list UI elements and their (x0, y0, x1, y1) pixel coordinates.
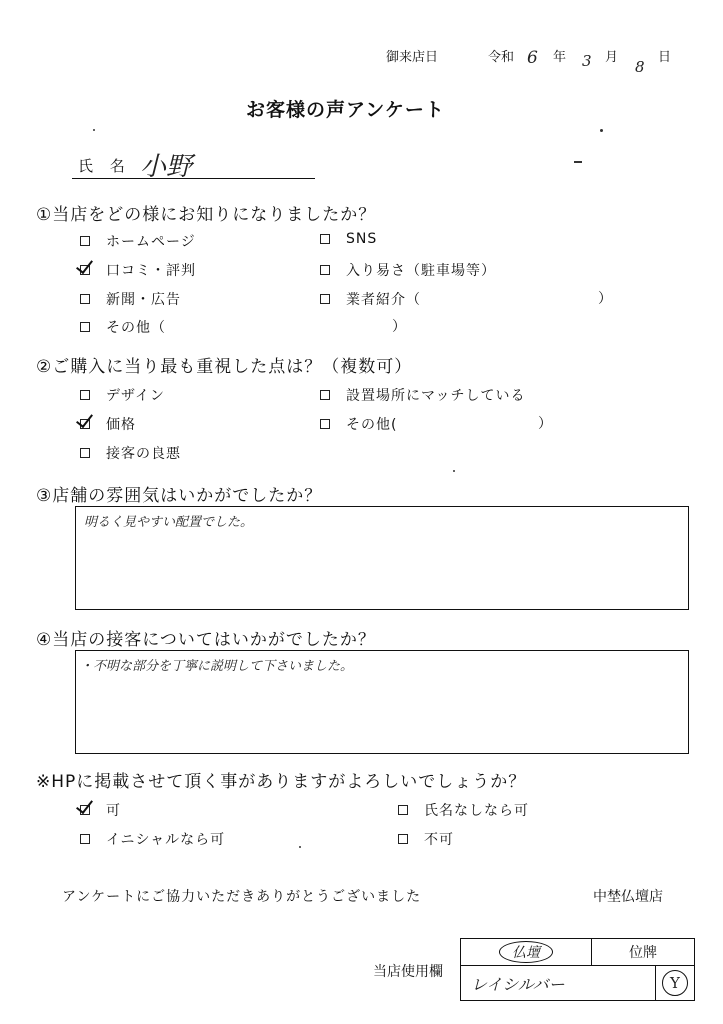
q2-option-price[interactable]: 価格 (80, 414, 136, 434)
q1-option-easy-entry[interactable]: 入り易さ（駐車場等） (320, 260, 496, 280)
name-value: 小野 (140, 152, 193, 182)
checkbox[interactable] (320, 390, 330, 400)
checkbox-checked[interactable] (80, 419, 90, 429)
scan-speck (574, 161, 582, 163)
q4-answer-box[interactable] (75, 650, 689, 754)
visit-date-label: 御来店日 (386, 50, 439, 65)
q1-other-close: ） (392, 319, 406, 335)
visit-date-year: 6 (527, 48, 538, 68)
visit-date-month-unit: 月 (605, 50, 619, 65)
checkbox[interactable] (80, 448, 90, 458)
visit-date-era: 令和 (488, 50, 515, 65)
hp-option-no[interactable]: 不可 (398, 829, 454, 849)
usage-mark: Y (662, 970, 688, 996)
usage-cell-category-2 (592, 939, 695, 966)
hp-option-initials[interactable]: イニシャルなら可 (80, 829, 225, 849)
q4-title: ④当店の接客についてはいかがでしたか？ (36, 630, 376, 650)
q2-title: ②ご購入に当り最も重視した点は？（複数可） (36, 357, 413, 377)
visit-date-month: 3 (582, 52, 592, 70)
checkbox[interactable] (80, 834, 90, 844)
scan-speck (299, 846, 301, 848)
checkbox[interactable] (320, 234, 330, 244)
q1-option-referral[interactable]: 業者紹介（ (320, 289, 421, 309)
store-name: 中埜仏壇店 (593, 889, 663, 905)
usage-category-1: 仏壇 (499, 941, 553, 963)
q1-option-newspaper[interactable]: 新聞・広告 (80, 289, 181, 309)
q2-option-location-match[interactable]: 設置場所にマッチしている (320, 385, 525, 405)
q2-other-close: ） (538, 416, 552, 432)
q2-option-service[interactable]: 接客の良悪 (80, 443, 181, 463)
checkbox[interactable] (398, 834, 408, 844)
checkbox[interactable] (80, 322, 90, 332)
checkbox[interactable] (398, 805, 408, 815)
usage-product: レイシルバー (471, 974, 565, 994)
thanks-text: アンケートにご協力いただきありがとうございました (62, 889, 422, 905)
q1-option-sns[interactable]: SNS (320, 231, 377, 247)
scan-speck (600, 129, 603, 132)
checkbox[interactable] (320, 419, 330, 429)
usage-label: 当店使用欄 (373, 964, 443, 980)
visit-date-day: 8 (635, 58, 645, 76)
hp-option-ok[interactable]: 可 (80, 800, 121, 820)
q2-option-design[interactable]: デザイン (80, 385, 165, 405)
checkbox[interactable] (80, 390, 90, 400)
q1-option-homepage[interactable]: ホームページ (80, 231, 196, 251)
checkbox-checked[interactable] (80, 805, 90, 815)
name-underline (72, 178, 315, 179)
q1-referral-close: ） (598, 291, 612, 307)
checkbox[interactable] (320, 265, 330, 275)
checkbox[interactable] (80, 236, 90, 246)
usage-cell-category-1 (461, 939, 592, 966)
checkbox-checked[interactable] (80, 265, 90, 275)
q1-option-other[interactable]: その他（ (80, 317, 166, 337)
usage-cell-product (461, 966, 656, 1001)
page-title: お客様の声アンケート (246, 99, 445, 121)
hp-option-no-name[interactable]: 氏名なしなら可 (398, 800, 529, 820)
checkbox[interactable] (320, 294, 330, 304)
checkbox[interactable] (80, 294, 90, 304)
usage-category-2: 位牌 (629, 945, 657, 961)
visit-date-day-unit: 日 (658, 50, 672, 65)
q1-title: ①当店をどの様にお知りになりましたか？ (36, 205, 377, 225)
hp-title: ※HPに掲載させて頂く事がありますがよろしいでしょうか？ (36, 772, 527, 792)
usage-cell-mark (656, 966, 695, 1001)
q3-title: ③店舗の雰囲気はいかがでしたか？ (36, 486, 323, 506)
usage-table (460, 938, 695, 1001)
q3-answer-box[interactable] (75, 506, 689, 610)
visit-date-year-unit: 年 (553, 50, 567, 65)
scan-speck (93, 129, 95, 131)
name-label: 氏 名 (78, 157, 131, 175)
q2-option-other[interactable]: その他( (320, 414, 397, 434)
q4-answer-text: ・不明な部分を丁寧に説明して下さいました。 (80, 659, 354, 674)
scan-speck (453, 470, 455, 472)
q1-option-word-of-mouth[interactable]: 口コミ・評判 (80, 260, 196, 280)
q3-answer-text: 明るく見やすい配置でした。 (84, 515, 254, 530)
